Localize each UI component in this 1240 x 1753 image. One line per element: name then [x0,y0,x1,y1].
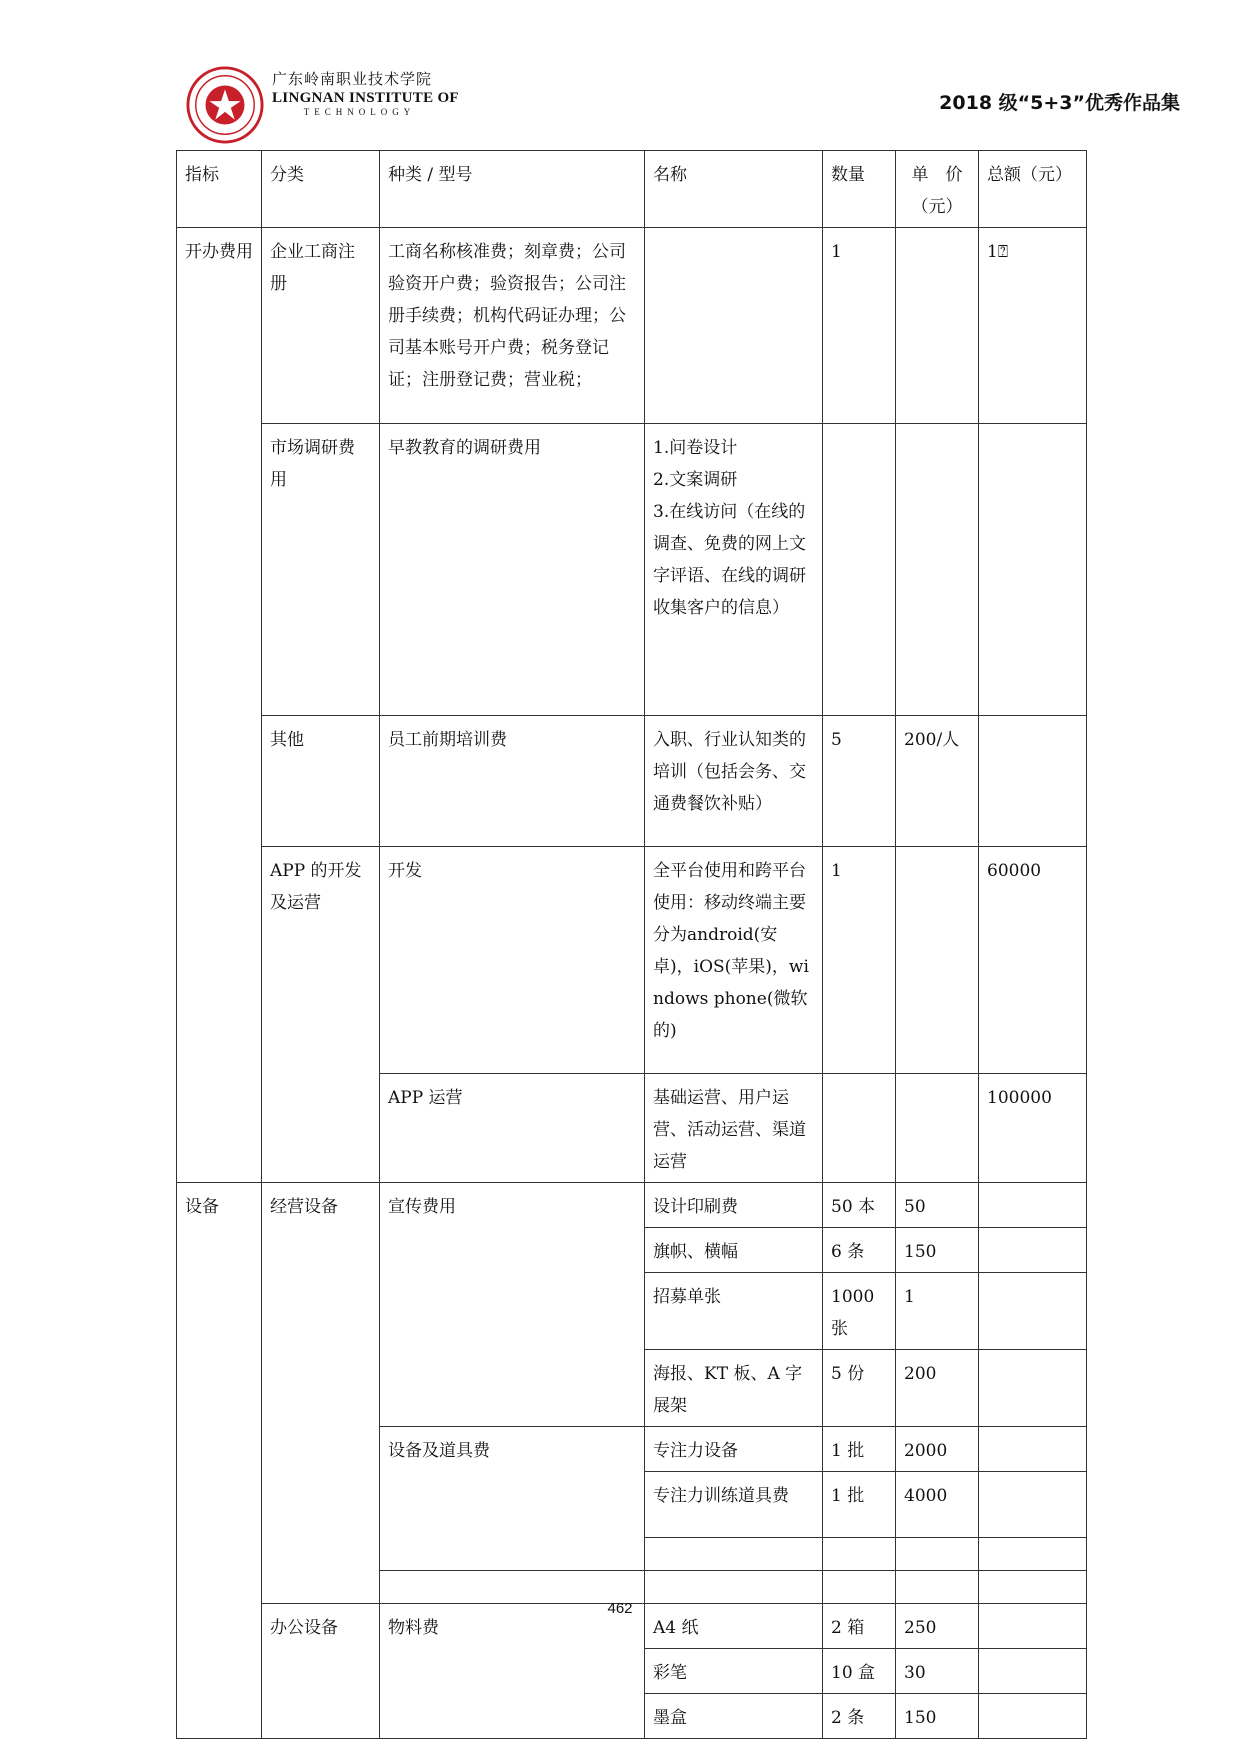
cell-category: 企业工商注册 [262,228,380,424]
header-indicator: 指标 [177,151,262,228]
cell-total [979,1273,1087,1350]
cell-total [979,1571,1087,1604]
table-row [177,847,1087,1074]
cell-quantity: 1 批 [823,1472,896,1538]
cell-unit-price [896,1538,979,1571]
cell-total [979,716,1087,847]
cell-name: A4 纸 [645,1604,823,1649]
cell-type: 宣传费用 [380,1183,645,1427]
cell-name: 全平台使用和跨平台使用：移动终端主要分为android(安卓)，iOS(苹果)，windows phone(微软的) [645,847,823,1074]
cell-quantity [823,1571,896,1604]
cell-total [979,1649,1087,1694]
cell-unit-price: 2000 [896,1427,979,1472]
cell-quantity: 5 [823,716,896,847]
cell-category: APP 的开发及运营 [262,847,380,1183]
school-name-cn: 广东岭南职业技术学院 [272,70,433,88]
cell-quantity: 10 盒 [823,1649,896,1694]
school-name-en: LINGNAN INSTITUTE OF [272,90,459,106]
cell-total [979,1228,1087,1273]
cell-total: 100000 [979,1074,1087,1183]
cell-quantity: 1 [823,228,896,424]
cell-type: 开发 [380,847,645,1074]
group-equipment: 设备 [177,1183,262,1739]
cell-name: 招募单张 [645,1273,823,1350]
cell-unit-price: 150 [896,1694,979,1739]
cell-type: 早教教育的调研费用 [380,424,645,716]
cell-total [979,424,1087,716]
collection-title: 2018 级“5+3”优秀作品集 [939,92,1180,114]
cell-category: 其他 [262,716,380,847]
cell-unit-price: 150 [896,1228,979,1273]
cell-total: 1⍰ [979,228,1087,424]
cell-quantity [823,1538,896,1571]
cell-total [979,1350,1087,1427]
cell-name: 入职、行业认知类的培训（包括会务、交通费餐饮补贴） [645,716,823,847]
cell-quantity [823,424,896,716]
cell-type: 设备及道具费 [380,1427,645,1571]
table-row [177,424,1087,716]
cell-total [979,1538,1087,1571]
cell-type: 员工前期培训费 [380,716,645,847]
cell-unit-price [896,847,979,1074]
table-row [177,1183,1087,1228]
group-startup: 开办费用 [177,228,262,1183]
school-logo-icon [186,66,264,144]
cell-total [979,1694,1087,1739]
cell-name: 专注力设备 [645,1427,823,1472]
cell-quantity: 2 条 [823,1694,896,1739]
cell-total [979,1427,1087,1472]
cell-name: 海报、KT 板、A 字展架 [645,1350,823,1427]
cell-category: 市场调研费用 [262,424,380,716]
header-type: 种类 / 型号 [380,151,645,228]
header-name: 名称 [645,151,823,228]
cell-total [979,1183,1087,1228]
cell-total [979,1472,1087,1538]
cell-total: 60000 [979,847,1087,1074]
cell-quantity: 1000 张 [823,1273,896,1350]
cell-type: APP 运营 [380,1074,645,1183]
cell-quantity: 2 箱 [823,1604,896,1649]
cell-quantity: 6 条 [823,1228,896,1273]
cell-quantity: 1 [823,847,896,1074]
cell-type: 物料费 [380,1604,645,1739]
cell-quantity: 50 本 [823,1183,896,1228]
page-number: 462 [607,1600,633,1617]
cell-type [380,1571,645,1604]
cell-name [645,1571,823,1604]
cell-unit-price: 200 [896,1350,979,1427]
cell-name [645,228,823,424]
cell-unit-price [896,1074,979,1183]
cell-unit-price: 200/人 [896,716,979,847]
school-name-en-2: TECHNOLOGY [303,107,416,117]
cell-quantity: 1 批 [823,1427,896,1472]
cell-unit-price [896,228,979,424]
header-quantity: 数量 [823,151,896,228]
cell-name: 彩笔 [645,1649,823,1694]
cell-category: 办公设备 [262,1604,380,1739]
cell-unit-price: 4000 [896,1472,979,1538]
cell-name [645,1538,823,1571]
cell-unit-price [896,1571,979,1604]
header-total: 总额（元） [979,151,1087,228]
cell-name: 基础运营、用户运营、活动运营、渠道运营 [645,1074,823,1183]
cell-type: 工商名称核准费；刻章费；公司验资开户费；验资报告；公司注册手续费；机构代码证办理；公司基本账号开户费；税务登记证；注册登记费；营业税； [380,228,645,424]
header-category: 分类 [262,151,380,228]
cell-unit-price: 50 [896,1183,979,1228]
cell-quantity [823,1074,896,1183]
cell-name: 墨盒 [645,1694,823,1739]
cell-quantity: 5 份 [823,1350,896,1427]
cell-name: 1.问卷设计 2.文案调研 3.在线访问（在线的调查、免费的网上文字评语、在线的调研收集客户的信息） [645,424,823,716]
table-row [177,716,1087,847]
cell-unit-price: 30 [896,1649,979,1694]
cell-unit-price: 1 [896,1273,979,1350]
cell-name: 专注力训练道具费 [645,1472,823,1538]
cell-name: 旗帜、横幅 [645,1228,823,1273]
cell-name: 设计印刷费 [645,1183,823,1228]
cell-unit-price [896,424,979,716]
cell-category: 经营设备 [262,1183,380,1604]
school-name-block [272,68,459,117]
table-row [177,228,1087,424]
cell-unit-price: 250 [896,1604,979,1649]
header-unit-price: 单 价（元） [896,151,979,228]
table-header-row [177,151,1087,228]
budget-table [176,150,1087,1739]
